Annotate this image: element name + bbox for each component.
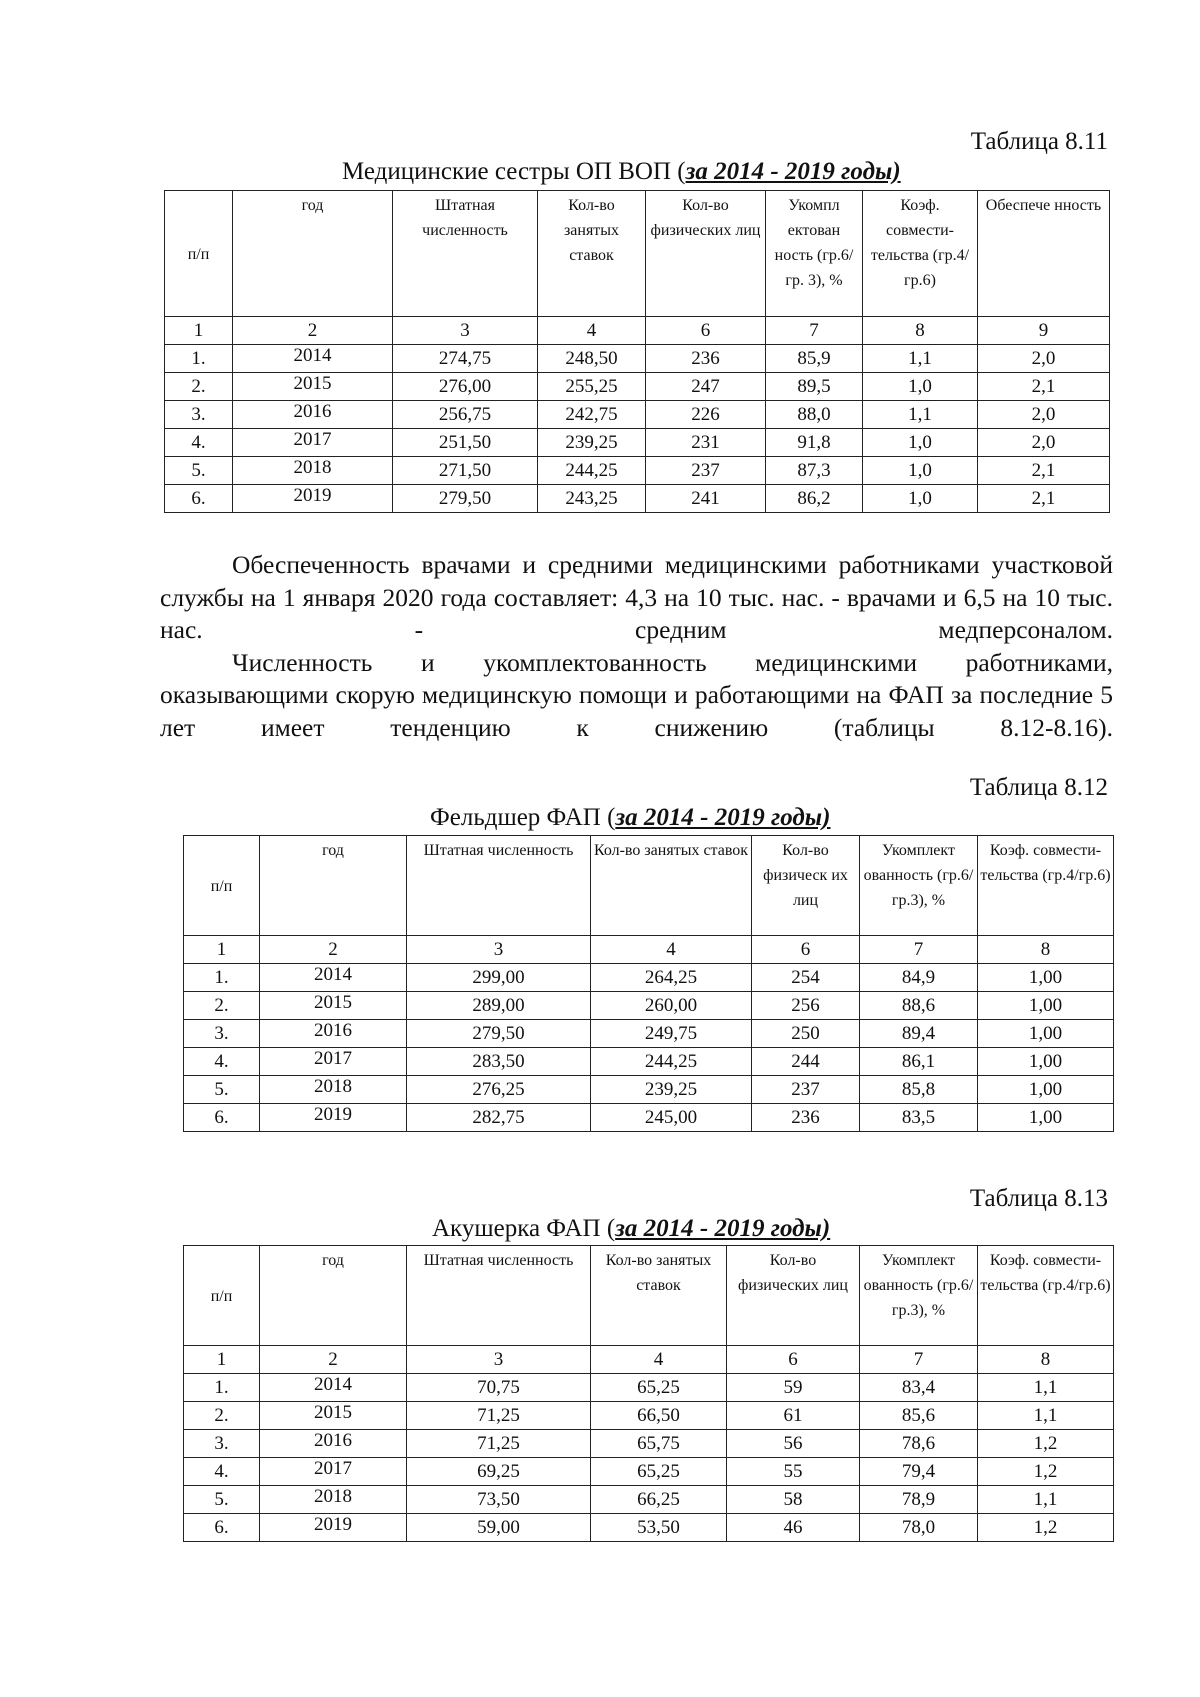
table-cell: 1,0 xyxy=(863,373,978,401)
table-cell: 251,50 xyxy=(393,429,538,457)
column-number-cell: 3 xyxy=(393,317,538,345)
table-cell: 1,1 xyxy=(978,1486,1114,1514)
table-cell: 244,25 xyxy=(591,1048,752,1076)
table-cell: 256,75 xyxy=(393,401,538,429)
table-cell: 2017 xyxy=(260,1458,407,1486)
table-cell: 66,25 xyxy=(591,1486,727,1514)
table-8-12-number: Таблица 8.12 xyxy=(969,774,1108,801)
table-row xyxy=(184,1430,1114,1458)
table-cell: 2016 xyxy=(233,401,393,429)
table-cell: 6. xyxy=(165,485,233,513)
table-cell: 85,9 xyxy=(766,345,863,373)
table-cell: 53,50 xyxy=(591,1514,727,1542)
table-8-11-number: Таблица 8.11 xyxy=(970,128,1108,155)
table-cell: 274,75 xyxy=(393,345,538,373)
table-cell: 239,25 xyxy=(538,429,646,457)
table-cell: 1. xyxy=(165,345,233,373)
table-cell: 89,4 xyxy=(860,1020,978,1048)
table-cell: 83,4 xyxy=(860,1374,978,1402)
table-cell: 242,75 xyxy=(538,401,646,429)
table-cell: 2,0 xyxy=(978,345,1110,373)
table-cell: 255,25 xyxy=(538,373,646,401)
table-8-13-title: Акушерка ФАП (за 2014 - 2019 годы) xyxy=(432,1215,831,1242)
table-cell: 244 xyxy=(752,1048,860,1076)
table-row xyxy=(165,485,1110,513)
table-cell: 78,9 xyxy=(860,1486,978,1514)
column-number-cell: 3 xyxy=(407,936,591,964)
table-row xyxy=(184,1048,1114,1076)
table-cell: 3. xyxy=(184,1430,260,1458)
column-number-cell: 4 xyxy=(538,317,646,345)
table-cell: 2017 xyxy=(233,429,393,457)
table-cell: 89,5 xyxy=(766,373,863,401)
column-number-cell: 8 xyxy=(978,936,1114,964)
column-number-cell: 8 xyxy=(863,317,978,345)
column-number-row xyxy=(184,936,1114,964)
table-cell: 250 xyxy=(752,1020,860,1048)
table-cell: 85,6 xyxy=(860,1402,978,1430)
table-cell: 237 xyxy=(646,457,766,485)
table-cell: 1,00 xyxy=(978,1076,1114,1104)
table-row xyxy=(184,1076,1114,1104)
table-cell: 239,25 xyxy=(591,1076,752,1104)
table-cell: 271,50 xyxy=(393,457,538,485)
table-cell: 2016 xyxy=(260,1020,407,1048)
table-cell: 78,0 xyxy=(860,1514,978,1542)
table-cell: 84,9 xyxy=(860,964,978,992)
column-number-cell: 1 xyxy=(165,317,233,345)
text-block xyxy=(160,549,1113,744)
table-cell: 91,8 xyxy=(766,429,863,457)
column-number-cell: 9 xyxy=(978,317,1110,345)
table-cell: 2014 xyxy=(233,345,393,373)
table-cell: 279,50 xyxy=(393,485,538,513)
column-header: год xyxy=(260,836,407,936)
table-cell: 1. xyxy=(184,1374,260,1402)
column-header: п/п xyxy=(184,836,260,936)
table-8-12 xyxy=(183,835,1114,1132)
table-row xyxy=(165,345,1110,373)
table-cell: 71,25 xyxy=(407,1402,591,1430)
column-header: Кол-во занятых ставок xyxy=(591,1246,727,1346)
table-cell: 248,50 xyxy=(538,345,646,373)
table-cell: 65,75 xyxy=(591,1430,727,1458)
column-number-cell: 4 xyxy=(591,1346,727,1374)
table-8-11 xyxy=(164,190,1110,513)
paragraph-2: Численность и укомплектованность медицинскими работниками, оказывающими скорую медицинскую помощи и работающими на ФАП за последние 5 лет имеет тенденцию к снижению (таблицы 8.12-8.16). xyxy=(160,647,1113,742)
table-row xyxy=(184,1374,1114,1402)
table-cell: 59 xyxy=(727,1374,860,1402)
table-cell: 2,1 xyxy=(978,485,1110,513)
table-cell: 2015 xyxy=(260,992,407,1020)
table-8-11-title: Медицинские сестры ОП ВОП (за 2014 - 2019 годы) xyxy=(342,158,901,185)
column-number-cell: 6 xyxy=(646,317,766,345)
column-number-cell: 7 xyxy=(860,1346,978,1374)
table-cell: 3. xyxy=(165,401,233,429)
table-cell: 279,50 xyxy=(407,1020,591,1048)
table-cell: 1,00 xyxy=(978,1104,1114,1132)
table-cell: 2,0 xyxy=(978,401,1110,429)
table-8-13-number: Таблица 8.13 xyxy=(969,1185,1108,1212)
table-cell: 2,1 xyxy=(978,373,1110,401)
table-row xyxy=(184,964,1114,992)
table-cell: 5. xyxy=(184,1486,260,1514)
table-cell: 1,2 xyxy=(978,1514,1114,1542)
column-header: Кол-во занятых ставок xyxy=(538,191,646,317)
table-header-row xyxy=(184,1246,1114,1346)
table-row xyxy=(165,457,1110,485)
table-cell: 1,00 xyxy=(978,1020,1114,1048)
table-cell: 1,00 xyxy=(978,992,1114,1020)
column-header: п/п xyxy=(184,1246,260,1346)
table-cell: 4. xyxy=(184,1458,260,1486)
table-cell: 59,00 xyxy=(407,1514,591,1542)
table-row xyxy=(184,1486,1114,1514)
table-cell: 65,25 xyxy=(591,1374,727,1402)
table-row xyxy=(184,992,1114,1020)
column-header: год xyxy=(260,1246,407,1346)
table-cell: 73,50 xyxy=(407,1486,591,1514)
table-cell: 247 xyxy=(646,373,766,401)
table-cell: 237 xyxy=(752,1076,860,1104)
column-number-cell: 2 xyxy=(260,1346,407,1374)
table-cell: 4. xyxy=(184,1048,260,1076)
table-cell: 4. xyxy=(165,429,233,457)
table-cell: 2014 xyxy=(260,964,407,992)
table-cell: 2. xyxy=(165,373,233,401)
table-cell: 236 xyxy=(752,1104,860,1132)
table-cell: 276,25 xyxy=(407,1076,591,1104)
table-row xyxy=(184,1402,1114,1430)
table-cell: 2018 xyxy=(233,457,393,485)
table-cell: 2. xyxy=(184,1402,260,1430)
table-cell: 55 xyxy=(727,1458,860,1486)
table-cell: 70,75 xyxy=(407,1374,591,1402)
table-cell: 58 xyxy=(727,1486,860,1514)
column-header: Кол-во занятых ставок xyxy=(591,836,752,936)
table-cell: 79,4 xyxy=(860,1458,978,1486)
table-cell: 1. xyxy=(184,964,260,992)
table-cell: 65,25 xyxy=(591,1458,727,1486)
table-row xyxy=(165,373,1110,401)
table-cell: 236 xyxy=(646,345,766,373)
column-number-row xyxy=(165,317,1110,345)
column-number-cell: 6 xyxy=(727,1346,860,1374)
table-cell: 87,3 xyxy=(766,457,863,485)
table-cell: 2019 xyxy=(260,1104,407,1132)
table-cell: 69,25 xyxy=(407,1458,591,1486)
table-cell: 88,6 xyxy=(860,992,978,1020)
table-cell: 2015 xyxy=(233,373,393,401)
table-cell: 1,1 xyxy=(978,1402,1114,1430)
table-cell: 241 xyxy=(646,485,766,513)
table-cell: 264,25 xyxy=(591,964,752,992)
column-number-row xyxy=(184,1346,1114,1374)
table-cell: 6. xyxy=(184,1104,260,1132)
table-row xyxy=(165,401,1110,429)
column-header: Кол-во физическ их лиц xyxy=(752,836,860,936)
table-cell: 2017 xyxy=(260,1048,407,1076)
table-cell: 5. xyxy=(184,1076,260,1104)
table-row xyxy=(184,1020,1114,1048)
table-cell: 78,6 xyxy=(860,1430,978,1458)
table-8-12-title: Фельдшер ФАП (за 2014 - 2019 годы) xyxy=(430,804,831,831)
table-cell: 3. xyxy=(184,1020,260,1048)
column-header: год xyxy=(233,191,393,317)
table-cell: 1,1 xyxy=(978,1374,1114,1402)
table-cell: 1,0 xyxy=(863,485,978,513)
table-cell: 85,8 xyxy=(860,1076,978,1104)
table-cell: 6. xyxy=(184,1514,260,1542)
column-number-cell: 4 xyxy=(591,936,752,964)
table-cell: 2,0 xyxy=(978,429,1110,457)
column-number-cell: 3 xyxy=(407,1346,591,1374)
column-header: Обеспече нность xyxy=(978,191,1110,317)
table-cell: 245,00 xyxy=(591,1104,752,1132)
table-row xyxy=(184,1514,1114,1542)
column-header: Кол-во физических лиц xyxy=(727,1246,860,1346)
table-cell: 83,5 xyxy=(860,1104,978,1132)
table-cell: 2. xyxy=(184,992,260,1020)
table-cell: 2014 xyxy=(260,1374,407,1402)
table-row xyxy=(165,429,1110,457)
column-header: п/п xyxy=(165,191,233,317)
column-header: Штатная численность xyxy=(407,1246,591,1346)
column-number-cell: 2 xyxy=(260,936,407,964)
column-header: Штатная численность xyxy=(407,836,591,936)
column-header: Штатная численность xyxy=(393,191,538,317)
table-cell: 243,25 xyxy=(538,485,646,513)
column-number-cell: 7 xyxy=(860,936,978,964)
table-cell: 244,25 xyxy=(538,457,646,485)
column-number-cell: 2 xyxy=(233,317,393,345)
column-number-cell: 1 xyxy=(184,1346,260,1374)
table-cell: 1,00 xyxy=(978,964,1114,992)
table-cell: 56 xyxy=(727,1430,860,1458)
table-cell: 2018 xyxy=(260,1486,407,1514)
table-cell: 282,75 xyxy=(407,1104,591,1132)
table-8-13 xyxy=(183,1245,1114,1542)
table-cell: 1,00 xyxy=(978,1048,1114,1076)
column-header: Укомплект ованность (гр.6/гр.3), % xyxy=(860,1246,978,1346)
table-cell: 2,1 xyxy=(978,457,1110,485)
table-cell: 1,2 xyxy=(978,1430,1114,1458)
table-cell: 86,2 xyxy=(766,485,863,513)
paragraph-1: Обеспеченность врачами и средними медицинскими работниками участковой службы на 1 января 2020 года составляет: 4,3 на 10 тыс. нас. - врачами и 6,5 на 10 тыс. нас. - средним медперсоналом. xyxy=(160,550,1113,644)
column-number-cell: 8 xyxy=(978,1346,1114,1374)
table-cell: 1,1 xyxy=(863,401,978,429)
table-cell: 226 xyxy=(646,401,766,429)
table-cell: 61 xyxy=(727,1402,860,1430)
table-cell: 231 xyxy=(646,429,766,457)
table-cell: 2015 xyxy=(260,1402,407,1430)
table-cell: 66,50 xyxy=(591,1402,727,1430)
table-cell: 71,25 xyxy=(407,1430,591,1458)
table-cell: 249,75 xyxy=(591,1020,752,1048)
table-cell: 1,2 xyxy=(978,1458,1114,1486)
table-cell: 254 xyxy=(752,964,860,992)
column-header: Коэф. совмести-тельства (гр.4/гр.6) xyxy=(978,836,1114,936)
column-number-cell: 6 xyxy=(752,936,860,964)
column-number-cell: 7 xyxy=(766,317,863,345)
table-header-row xyxy=(165,191,1110,317)
column-header: Коэф. совмести-тельства (гр.4/гр.6) xyxy=(863,191,978,317)
table-cell: 86,1 xyxy=(860,1048,978,1076)
table-row xyxy=(184,1104,1114,1132)
table-cell: 46 xyxy=(727,1514,860,1542)
table-cell: 2016 xyxy=(260,1430,407,1458)
table-cell: 299,00 xyxy=(407,964,591,992)
column-number-cell: 1 xyxy=(184,936,260,964)
table-cell: 1,0 xyxy=(863,429,978,457)
table-cell: 256 xyxy=(752,992,860,1020)
table-row xyxy=(184,1458,1114,1486)
column-header: Коэф. совмести-тельства (гр.4/гр.6) xyxy=(978,1246,1114,1346)
table-cell: 2019 xyxy=(260,1514,407,1542)
table-cell: 1,1 xyxy=(863,345,978,373)
column-header: Укомплект ованность (гр.6/гр.3), % xyxy=(860,836,978,936)
column-header: Укомпл ектован ность (гр.6/гр. 3), % xyxy=(766,191,863,317)
table-cell: 1,0 xyxy=(863,457,978,485)
table-cell: 276,00 xyxy=(393,373,538,401)
table-header-row xyxy=(184,836,1114,936)
table-cell: 289,00 xyxy=(407,992,591,1020)
column-header: Кол-во физических лиц xyxy=(646,191,766,317)
table-cell: 88,0 xyxy=(766,401,863,429)
table-cell: 5. xyxy=(165,457,233,485)
table-cell: 283,50 xyxy=(407,1048,591,1076)
table-cell: 2018 xyxy=(260,1076,407,1104)
table-cell: 2019 xyxy=(233,485,393,513)
table-cell: 260,00 xyxy=(591,992,752,1020)
